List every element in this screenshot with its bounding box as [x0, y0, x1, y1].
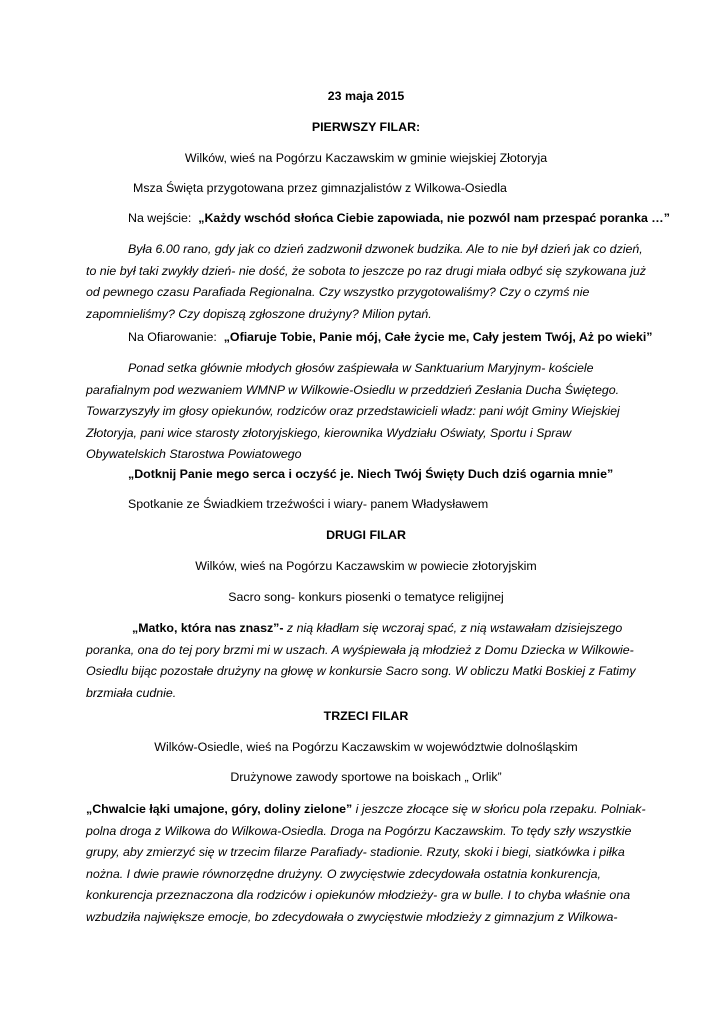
paragraph-line: brzmiała cudnie.: [86, 685, 177, 700]
entry-song: „Każdy wschód słońca Ciebie zapowiada, nie pozwól nam przespać poranka …”: [198, 211, 670, 225]
section1-heading: PIERWSZY FILAR:: [311, 120, 421, 134]
section1-entry: [128, 208, 688, 230]
paragraph-line: parafialnym pod wezwaniem WMNP w Wilkowie-Osiedlu w przeddzień Zesłania Ducha Świętego.: [86, 382, 620, 397]
paragraph-line: Osiedlu bijąc pozostałe drużyny na głowę w konkursie Sacro song. W obliczu Matki Boskiej z Fatimy: [86, 664, 636, 678]
paragraph-line: polna droga z Wilkowa do Wilkowa-Osiedla. Droga na Pogórzu Kaczawskim. To tędy szły wszystkie: [86, 823, 632, 838]
section1-mass: Msza Święta przygotowana przez gimnazjalistów z Wilkowa-Osiedla: [133, 181, 507, 195]
offering-song: „Ofiaruje Tobie, Panie mój, Całe życie me, Cały jestem Twój, Aż po wieki”: [223, 330, 653, 344]
paragraph-line: [86, 618, 646, 640]
paragraph-line: grupy, aby zmierzyć się w trzecim filarze Parafiady- stadionie. Rzuty, skoki i biegi, siatkówka i piłka: [86, 845, 625, 859]
section1-song3: „Dotknij Panie mego serca i oczyść je. Niech Twój Święty Duch dziś ogarnia mnie”: [128, 467, 614, 481]
section1-meeting: Spotkanie ze Świadkiem trzeźwości i wiary- panem Władysławem: [128, 497, 489, 511]
paragraph-line: nożna. I dwie prawie równorzędne drużyny. O zwycięstwie zdecydowała ostatnia konkurencja,: [86, 866, 601, 881]
song-title: „Matko, która nas znasz”-: [132, 621, 284, 635]
section3-place: Wilków-Osiedle, wieś na Pogórzu Kaczawskim w województwie dolnośląskim: [154, 740, 578, 754]
paragraph-text: i jeszcze złocące się w słońcu pola rzepaku. Polniak-: [352, 802, 646, 816]
entry-label: Na wejście:: [128, 211, 192, 225]
paragraph-line: [86, 799, 646, 821]
section1-paragraph2: [86, 358, 646, 466]
section2-place: Wilków, wieś na Pogórzu Kaczawskim w powiecie złotoryjskim: [195, 559, 537, 573]
document-date: 23 maja 2015: [327, 89, 405, 103]
paragraph-line: Złotoryja, pani wice starosty złotoryjskiego, kierownika Wydziału Oświaty, Sportu i Spraw: [86, 425, 572, 440]
section2-paragraph: [86, 618, 646, 704]
paragraph-line: Była 6.00 rano, gdy jak co dzień zadzwonił dzwonek budzika. Ale to nie był dzień jak co dzień,: [128, 242, 643, 256]
paragraph-line: Obywatelskich Starostwa Powiatowego: [86, 447, 302, 461]
paragraph-line: to nie był taki zwykły dzień- nie dość, że sobota to jeszcze po raz drugi miała odbyć się szykowana już: [86, 263, 646, 278]
section3-heading: TRZECI FILAR: [323, 709, 409, 723]
section3-paragraph: [86, 799, 646, 928]
paragraph-line: Ponad setka głównie młodych głosów zaśpiewała w Sanktuarium Maryjnym- kościele: [128, 361, 594, 375]
section3-sports: Drużynowe zawody sportowe na boiskach „ Orlik”: [230, 770, 502, 784]
paragraph-line: zapomnieliśmy? Czy dopiszą zgłoszone drużyny? Milion pytań.: [86, 306, 432, 321]
paragraph-text: z nią kładłam się wczoraj spać, z nią wstawałam dzisiejszego: [283, 621, 623, 635]
section2-heading: DRUGI FILAR: [326, 528, 406, 542]
paragraph-line: wzbudziła największe emocje, bo zdecydowała o zwycięstwie młodzieży z gimnazjum z Wilkowa-: [86, 909, 618, 924]
paragraph-line: od pewnego czasu Parafiada Regionalna. Czy wszystko przygotowaliśmy? Czy o czymś nie: [86, 285, 590, 299]
paragraph-line: konkurencja przeznaczona dla rodziców i opiekunów młodzieży- gra w bulle. I to chyba właśnie ona: [86, 888, 631, 902]
section1-place: Wilków, wieś na Pogórzu Kaczawskim w gminie wiejskiej Złotoryja: [184, 151, 548, 165]
song-title: „Chwalcie łąki umajone, góry, doliny zielone”: [86, 802, 353, 816]
section1-offering: [128, 327, 688, 349]
section2-contest: Sacro song- konkurs piosenki o tematyce religijnej: [228, 590, 504, 604]
paragraph-line: poranka, ona do tej pory brzmi mi w uszach. A wyśpiewała ją młodzież z Domu Dziecka w Wilkowie-: [86, 642, 634, 657]
section1-paragraph1: [86, 239, 646, 325]
paragraph-line: Towarzyszyły im głosy opiekunów, rodziców oraz przedstawicieli władz: pani wójt Gminy Wiejskiej: [86, 404, 620, 418]
offering-label: Na Ofiarowanie:: [128, 330, 217, 344]
